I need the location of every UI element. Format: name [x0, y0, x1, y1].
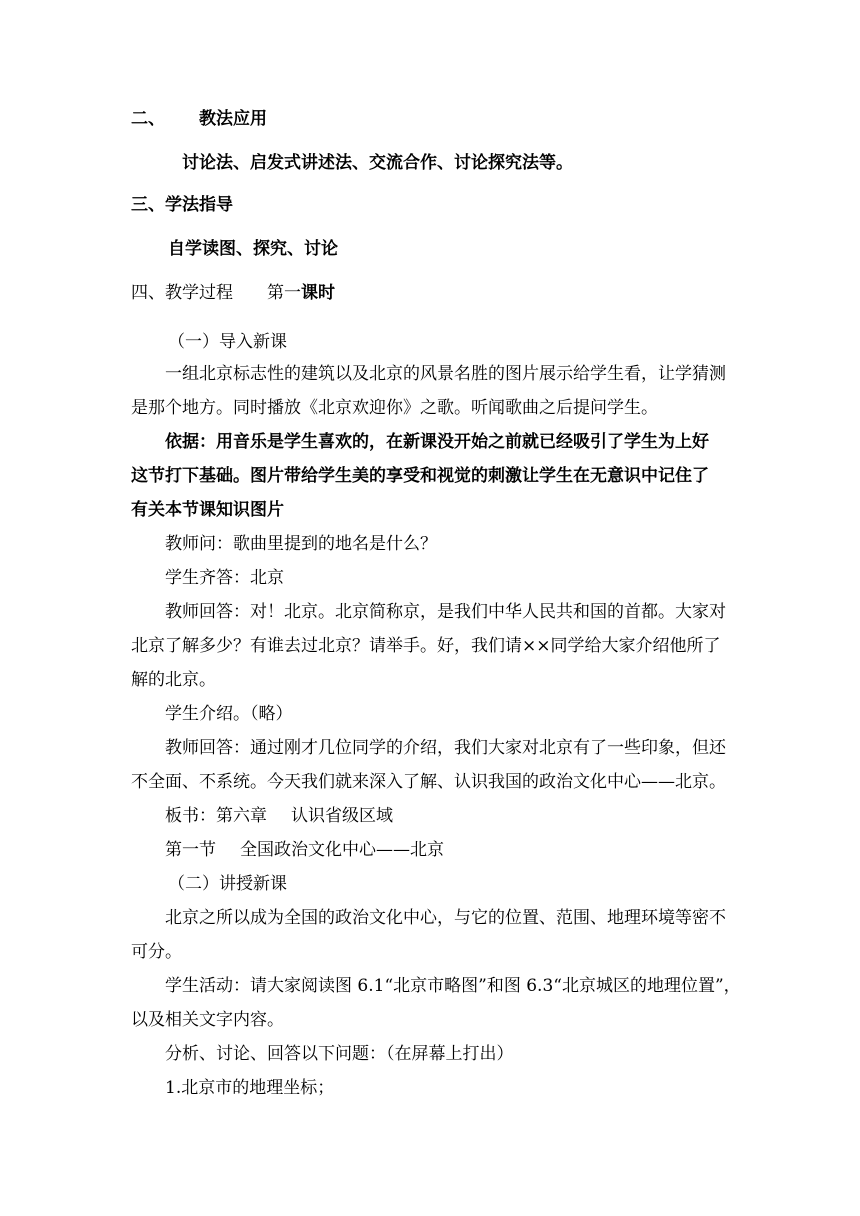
section-2-title: 教法应用 [199, 109, 267, 129]
part1-paragraph-line-1: 一组北京标志性的建筑以及北京的风景名胜的图片展示给学生看，让学猜测 [165, 364, 726, 384]
section-title-line [165, 837, 765, 863]
section-4-title: 四、教学过程 [131, 283, 233, 303]
basis-line-3: 有关本节课知识图片 [131, 500, 284, 520]
teacher-reply-2-line-2: 不全面、不系统。今天我们就来深入了解、认识我国的政治文化中心——北京。 [131, 772, 726, 792]
section-name: 全国政治文化中心——北京 [240, 840, 444, 860]
basis-line-2: 这节打下基础。图片带给学生美的享受和视觉的刺激让学生在无意识中记住了 [131, 466, 709, 486]
section-4-lesson-plain: 第一 [267, 283, 301, 303]
section-2-number: 二、 [131, 109, 165, 129]
section-3-heading: 三、学法指导 [131, 195, 233, 215]
section-2-heading [131, 106, 731, 132]
section-4-lesson-bold: 课时 [301, 283, 335, 303]
board-writing-title: 认识省级区域 [291, 806, 393, 826]
student-activity-line-1: 学生活动：请大家阅读图 6.1“北京市略图”和图 6.3“北京城区的地理位置”， [165, 976, 741, 996]
section-number: 第一节 [165, 840, 216, 860]
section-4-heading [131, 280, 731, 306]
section-2-content: 讨论法、启发式讲述法、交流合作、讨论探究法等。 [182, 153, 573, 173]
student-answer: 学生齐答：北京 [165, 568, 284, 588]
board-writing [165, 803, 765, 829]
student-activity-line-2: 以及相关文字内容。 [131, 1010, 284, 1030]
part2-heading: （二）讲授新课 [168, 874, 287, 894]
part2-paragraph-line-1: 北京之所以成为全国的政治文化中心，与它的位置、范围、地理环境等密不 [165, 908, 726, 928]
question-item-1: 1.北京市的地理坐标； [165, 1078, 335, 1098]
board-writing-chapter: 板书：第六章 [165, 806, 267, 826]
teacher-question: 教师问：歌曲里提到的地名是什么？ [165, 534, 437, 554]
part1-heading: （一）导入新课 [168, 332, 287, 352]
section-3-content: 自学读图、探究、讨论 [168, 239, 338, 259]
part1-paragraph-line-2: 是那个地方。同时播放《北京欢迎你》之歌。听闻歌曲之后提问学生。 [131, 398, 658, 418]
basis-line-1: 依据：用音乐是学生喜欢的，在新课没开始之前就已经吸引了学生为上好 [165, 432, 709, 452]
teacher-reply-1-line-1: 教师回答：对！北京。北京简称京，是我们中华人民共和国的首都。大家对 [165, 602, 726, 622]
teacher-reply-2-line-1: 教师回答：通过刚才几位同学的介绍，我们大家对北京有了一些印象，但还 [165, 738, 726, 758]
analysis-instruction: 分析、讨论、回答以下问题：（在屏幕上打出） [165, 1044, 514, 1064]
teacher-reply-1-line-2: 北京了解多少？有谁去过北京？请举手。好，我们请××同学给大家介绍他所了 [131, 636, 721, 656]
teacher-reply-1-line-3: 解的北京。 [131, 670, 216, 690]
student-intro: 学生介绍。（略） [165, 704, 293, 724]
part2-paragraph-line-2: 可分。 [131, 942, 182, 962]
